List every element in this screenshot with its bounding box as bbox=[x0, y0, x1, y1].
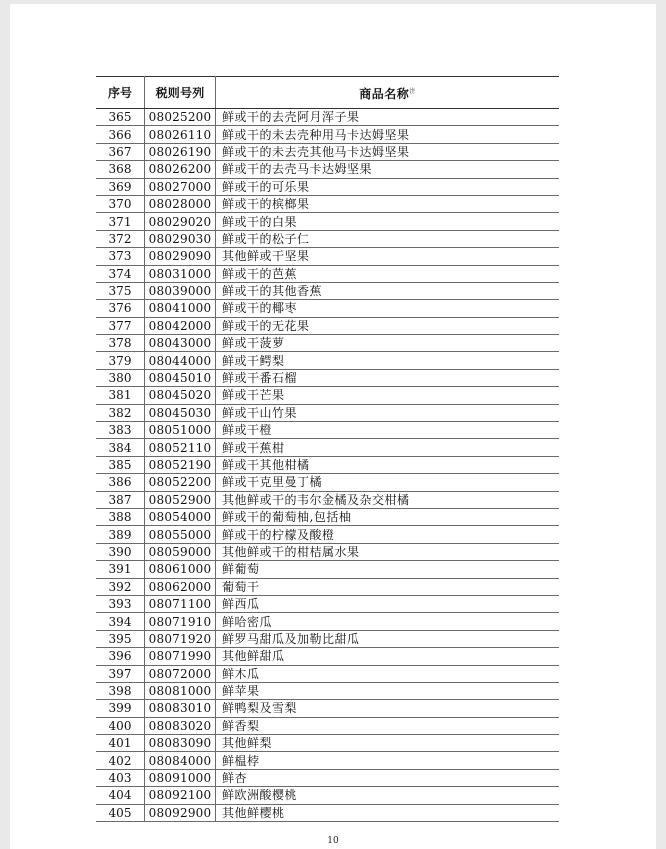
table-row bbox=[96, 682, 559, 699]
row-tariff-code: 08042000 bbox=[145, 317, 216, 334]
row-product-name: 鲜或干的去壳马卡达姆坚果 bbox=[216, 161, 560, 178]
header-product-name-text: 商品名称 bbox=[359, 86, 410, 101]
table-row bbox=[96, 161, 559, 178]
row-serial-number: 398 bbox=[96, 682, 145, 699]
row-product-name: 鲜榅桲 bbox=[216, 752, 560, 769]
row-tariff-code: 08029090 bbox=[145, 248, 216, 265]
row-serial-number: 365 bbox=[96, 109, 145, 126]
table-row bbox=[96, 630, 559, 647]
row-tariff-code: 08071910 bbox=[145, 613, 216, 630]
row-product-name: 其他鲜梨 bbox=[216, 735, 560, 752]
row-tariff-code: 08054000 bbox=[145, 508, 216, 525]
row-serial-number: 403 bbox=[96, 769, 145, 786]
row-tariff-code: 08052900 bbox=[145, 491, 216, 508]
row-product-name: 鲜或干山竹果 bbox=[216, 404, 560, 421]
row-tariff-code: 08026110 bbox=[145, 126, 216, 143]
table-row bbox=[96, 717, 559, 734]
row-serial-number: 387 bbox=[96, 491, 145, 508]
row-serial-number: 400 bbox=[96, 717, 145, 734]
row-tariff-code: 08026190 bbox=[145, 143, 216, 160]
row-product-name: 鲜或干的槟榔果 bbox=[216, 195, 560, 212]
row-product-name: 鲜或干菠萝 bbox=[216, 335, 560, 352]
row-serial-number: 375 bbox=[96, 282, 145, 299]
row-tariff-code: 08061000 bbox=[145, 561, 216, 578]
row-product-name: 鲜或干的无花果 bbox=[216, 317, 560, 334]
row-product-name: 葡萄干 bbox=[216, 578, 560, 595]
row-tariff-code: 08081000 bbox=[145, 682, 216, 699]
row-tariff-code: 08052110 bbox=[145, 439, 216, 456]
header-tariff-code: 税则号列 bbox=[145, 77, 216, 109]
row-serial-number: 380 bbox=[96, 369, 145, 386]
row-product-name: 鲜苹果 bbox=[216, 682, 560, 699]
row-tariff-code: 08092100 bbox=[145, 787, 216, 804]
table-row bbox=[96, 578, 559, 595]
row-product-name: 鲜或干的葡萄柚,包括柚 bbox=[216, 508, 560, 525]
row-serial-number: 382 bbox=[96, 404, 145, 421]
row-product-name: 鲜或干其他柑橘 bbox=[216, 456, 560, 473]
table-row bbox=[96, 422, 559, 439]
table-row bbox=[96, 665, 559, 682]
row-product-name: 鲜哈密瓜 bbox=[216, 613, 560, 630]
row-tariff-code: 08027000 bbox=[145, 178, 216, 195]
row-product-name: 其他鲜或干的韦尔金橘及杂交柑橘 bbox=[216, 491, 560, 508]
row-tariff-code: 08052190 bbox=[145, 456, 216, 473]
row-tariff-code: 08028000 bbox=[145, 195, 216, 212]
table-row bbox=[96, 300, 559, 317]
row-tariff-code: 08026200 bbox=[145, 161, 216, 178]
row-product-name: 鲜或干的去壳阿月浑子果 bbox=[216, 109, 560, 126]
row-serial-number: 402 bbox=[96, 752, 145, 769]
row-tariff-code: 08091000 bbox=[145, 769, 216, 786]
row-product-name: 鲜或干番石榴 bbox=[216, 369, 560, 386]
row-product-name: 其他鲜或干的柑桔属水果 bbox=[216, 543, 560, 560]
row-serial-number: 374 bbox=[96, 265, 145, 282]
table-row bbox=[96, 230, 559, 247]
row-tariff-code: 08062000 bbox=[145, 578, 216, 595]
table-row bbox=[96, 804, 559, 821]
row-tariff-code: 08041000 bbox=[145, 300, 216, 317]
row-product-name: 鲜或干芒果 bbox=[216, 387, 560, 404]
table-row bbox=[96, 439, 559, 456]
table-row bbox=[96, 178, 559, 195]
table-row bbox=[96, 769, 559, 786]
row-product-name: 其他鲜樱桃 bbox=[216, 804, 560, 821]
table-row bbox=[96, 126, 559, 143]
row-serial-number: 396 bbox=[96, 648, 145, 665]
row-serial-number: 378 bbox=[96, 335, 145, 352]
table-row bbox=[96, 648, 559, 665]
row-tariff-code: 08044000 bbox=[145, 352, 216, 369]
row-serial-number: 384 bbox=[96, 439, 145, 456]
row-tariff-code: 08055000 bbox=[145, 526, 216, 543]
row-serial-number: 371 bbox=[96, 213, 145, 230]
table-row bbox=[96, 474, 559, 491]
row-serial-number: 388 bbox=[96, 508, 145, 525]
row-serial-number: 386 bbox=[96, 474, 145, 491]
row-product-name: 鲜或干的椰枣 bbox=[216, 300, 560, 317]
row-product-name: 鲜或干鳄梨 bbox=[216, 352, 560, 369]
row-tariff-code: 08045010 bbox=[145, 369, 216, 386]
row-product-name: 鲜欧洲酸樱桃 bbox=[216, 787, 560, 804]
row-serial-number: 370 bbox=[96, 195, 145, 212]
row-tariff-code: 08045020 bbox=[145, 387, 216, 404]
row-serial-number: 391 bbox=[96, 561, 145, 578]
table-row bbox=[96, 213, 559, 230]
table-row bbox=[96, 752, 559, 769]
row-tariff-code: 08052200 bbox=[145, 474, 216, 491]
table-row bbox=[96, 491, 559, 508]
row-serial-number: 397 bbox=[96, 665, 145, 682]
row-tariff-code: 08071100 bbox=[145, 595, 216, 612]
table-row bbox=[96, 404, 559, 421]
row-tariff-code: 08072000 bbox=[145, 665, 216, 682]
table-row bbox=[96, 595, 559, 612]
table-row bbox=[96, 387, 559, 404]
table-header-row bbox=[96, 77, 559, 109]
table-row bbox=[96, 508, 559, 525]
row-tariff-code: 08029030 bbox=[145, 230, 216, 247]
row-tariff-code: 08059000 bbox=[145, 543, 216, 560]
table-row bbox=[96, 700, 559, 717]
table-row bbox=[96, 335, 559, 352]
row-product-name: 鲜或干的可乐果 bbox=[216, 178, 560, 195]
table-row bbox=[96, 109, 559, 126]
row-serial-number: 390 bbox=[96, 543, 145, 560]
row-tariff-code: 08029020 bbox=[145, 213, 216, 230]
table-row bbox=[96, 735, 559, 752]
row-serial-number: 392 bbox=[96, 578, 145, 595]
row-serial-number: 367 bbox=[96, 143, 145, 160]
row-tariff-code: 08039000 bbox=[145, 282, 216, 299]
row-tariff-code: 08071920 bbox=[145, 630, 216, 647]
table-row bbox=[96, 526, 559, 543]
row-product-name: 其他鲜甜瓜 bbox=[216, 648, 560, 665]
table-row bbox=[96, 282, 559, 299]
row-product-name: 鲜或干克里曼丁橘 bbox=[216, 474, 560, 491]
row-product-name: 鲜香梨 bbox=[216, 717, 560, 734]
row-product-name: 其他鲜或干坚果 bbox=[216, 248, 560, 265]
table-row bbox=[96, 248, 559, 265]
table-row bbox=[96, 352, 559, 369]
row-product-name: 鲜鸭梨及雪梨 bbox=[216, 700, 560, 717]
header-note-mark: 注 bbox=[409, 87, 416, 95]
tariff-table bbox=[96, 76, 559, 822]
row-serial-number: 394 bbox=[96, 613, 145, 630]
row-serial-number: 372 bbox=[96, 230, 145, 247]
row-product-name: 鲜罗马甜瓜及加勒比甜瓜 bbox=[216, 630, 560, 647]
table-row bbox=[96, 143, 559, 160]
row-serial-number: 368 bbox=[96, 161, 145, 178]
row-serial-number: 379 bbox=[96, 352, 145, 369]
table-row bbox=[96, 613, 559, 630]
row-tariff-code: 08083020 bbox=[145, 717, 216, 734]
row-serial-number: 377 bbox=[96, 317, 145, 334]
row-product-name: 鲜西瓜 bbox=[216, 595, 560, 612]
page-number: 10 bbox=[327, 836, 339, 846]
header-product-name bbox=[216, 77, 560, 109]
row-serial-number: 383 bbox=[96, 422, 145, 439]
row-tariff-code: 08025200 bbox=[145, 109, 216, 126]
table-row bbox=[96, 787, 559, 804]
table-row bbox=[96, 265, 559, 282]
row-tariff-code: 08031000 bbox=[145, 265, 216, 282]
row-product-name: 鲜或干的其他香蕉 bbox=[216, 282, 560, 299]
row-tariff-code: 08084000 bbox=[145, 752, 216, 769]
table-row bbox=[96, 195, 559, 212]
row-product-name: 鲜或干橙 bbox=[216, 422, 560, 439]
row-serial-number: 373 bbox=[96, 248, 145, 265]
row-tariff-code: 08092900 bbox=[145, 804, 216, 821]
row-serial-number: 399 bbox=[96, 700, 145, 717]
row-tariff-code: 08051000 bbox=[145, 422, 216, 439]
row-tariff-code: 08083090 bbox=[145, 735, 216, 752]
row-tariff-code: 08083010 bbox=[145, 700, 216, 717]
table-row bbox=[96, 369, 559, 386]
row-serial-number: 366 bbox=[96, 126, 145, 143]
row-product-name: 鲜杏 bbox=[216, 769, 560, 786]
row-tariff-code: 08045030 bbox=[145, 404, 216, 421]
table-row bbox=[96, 543, 559, 560]
row-tariff-code: 08071990 bbox=[145, 648, 216, 665]
table-row bbox=[96, 561, 559, 578]
row-serial-number: 389 bbox=[96, 526, 145, 543]
row-serial-number: 393 bbox=[96, 595, 145, 612]
row-serial-number: 395 bbox=[96, 630, 145, 647]
row-product-name: 鲜或干的芭蕉 bbox=[216, 265, 560, 282]
row-product-name: 鲜或干的未去壳其他马卡达姆坚果 bbox=[216, 143, 560, 160]
row-product-name: 鲜或干蕉柑 bbox=[216, 439, 560, 456]
header-serial-number: 序号 bbox=[96, 77, 145, 109]
row-serial-number: 404 bbox=[96, 787, 145, 804]
row-serial-number: 401 bbox=[96, 735, 145, 752]
table-row bbox=[96, 456, 559, 473]
row-serial-number: 405 bbox=[96, 804, 145, 821]
row-product-name: 鲜木瓜 bbox=[216, 665, 560, 682]
row-serial-number: 385 bbox=[96, 456, 145, 473]
row-product-name: 鲜或干的柠檬及酸橙 bbox=[216, 526, 560, 543]
table-row bbox=[96, 317, 559, 334]
row-serial-number: 369 bbox=[96, 178, 145, 195]
row-product-name: 鲜或干的松子仁 bbox=[216, 230, 560, 247]
row-product-name: 鲜或干的白果 bbox=[216, 213, 560, 230]
row-serial-number: 381 bbox=[96, 387, 145, 404]
row-serial-number: 376 bbox=[96, 300, 145, 317]
row-tariff-code: 08043000 bbox=[145, 335, 216, 352]
row-product-name: 鲜或干的未去壳种用马卡达姆坚果 bbox=[216, 126, 560, 143]
row-product-name: 鲜葡萄 bbox=[216, 561, 560, 578]
